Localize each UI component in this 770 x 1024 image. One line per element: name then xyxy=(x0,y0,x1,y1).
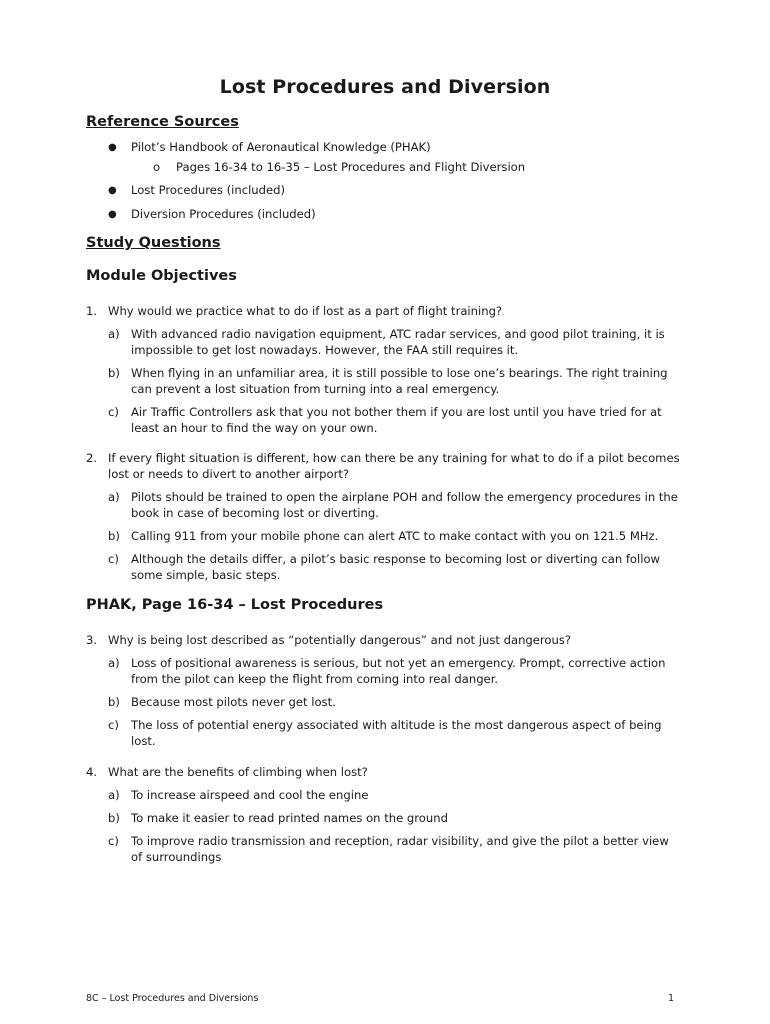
bullet-icon: ● xyxy=(108,209,117,220)
answer-letter: c) xyxy=(108,405,119,419)
reference-item: Pilot’s Handbook of Aeronautical Knowledge (PHAK) xyxy=(131,140,431,154)
answer-text: Because most pilots never get lost. xyxy=(131,695,336,709)
answer-letter: c) xyxy=(108,718,119,732)
answer-letter: b) xyxy=(108,695,120,709)
answer-text: lost. xyxy=(131,734,156,748)
question-text: Why would we practice what to do if lost as a part of flight training? xyxy=(108,304,503,318)
answer-text: impossible to get lost nowadays. However, the FAA still requires it. xyxy=(131,343,519,357)
study-questions-heading: Study Questions xyxy=(86,235,221,251)
answer-text: When flying in an unfamiliar area, it is still possible to lose one’s bearings. The right training xyxy=(131,366,668,380)
bullet-icon: ● xyxy=(108,185,117,196)
answer-text: To improve radio transmission and reception, radar visibility, and give the pilot a better view xyxy=(131,834,669,848)
answer-text: from the pilot can keep the flight from coming into real danger. xyxy=(131,672,499,686)
reference-sources-heading: Reference Sources xyxy=(86,114,239,130)
answer-letter: b) xyxy=(108,811,120,825)
footer-page-number: 1 xyxy=(668,993,675,1004)
answer-text: some simple, basic steps. xyxy=(131,568,281,582)
reference-item: Lost Procedures (included) xyxy=(131,183,286,197)
question-number: 2. xyxy=(86,451,98,465)
reference-item: Diversion Procedures (included) xyxy=(131,207,316,221)
answer-text: To increase airspeed and cool the engine xyxy=(131,788,369,802)
page-title: Lost Procedures and Diversion xyxy=(219,76,551,98)
answer-text: of surroundings xyxy=(131,850,222,864)
answer-letter: b) xyxy=(108,366,120,380)
answer-letter: a) xyxy=(108,788,120,802)
answer-letter: a) xyxy=(108,490,120,504)
reference-sub-item: Pages 16-34 to 16-35 – Lost Procedures and Flight Diversion xyxy=(176,160,526,174)
question-text: If every flight situation is different, how can there be any training for what to do if a pilot becomes xyxy=(108,451,680,465)
answer-text: Loss of positional awareness is serious, but not yet an emergency. Prompt, corrective action xyxy=(131,656,666,670)
answer-text: Air Traffic Controllers ask that you not bother them if you are lost until you have tried for at xyxy=(131,405,662,419)
answer-text: least an hour to find the way on your own. xyxy=(131,421,378,435)
answer-text: The loss of potential energy associated with altitude is the most dangerous aspect of being xyxy=(131,718,662,732)
question-number: 3. xyxy=(86,633,98,647)
question-number: 4. xyxy=(86,765,98,779)
question-number: 1. xyxy=(86,304,98,318)
question-text: What are the benefits of climbing when lost? xyxy=(108,765,368,779)
footer-document-label: 8C – Lost Procedures and Diversions xyxy=(86,993,259,1004)
module-objectives-heading: Module Objectives xyxy=(86,268,237,284)
answer-text: Calling 911 from your mobile phone can alert ATC to make contact with you on 121.5 MHz. xyxy=(131,529,659,543)
answer-text: Pilots should be trained to open the airplane POH and follow the emergency procedures in the xyxy=(131,490,678,504)
answer-text: Although the details differ, a pilot’s basic response to becoming lost or diverting can follow xyxy=(131,552,661,566)
sub-bullet-icon: o xyxy=(153,160,161,174)
answer-letter: c) xyxy=(108,834,119,848)
answer-text: book in case of becoming lost or diverting. xyxy=(131,506,379,520)
answer-text: With advanced radio navigation equipment, ATC radar services, and good pilot training, it is xyxy=(131,327,665,341)
answer-letter: a) xyxy=(108,656,120,670)
answer-text: can prevent a lost situation from turning into a real emergency. xyxy=(131,382,500,396)
answer-letter: c) xyxy=(108,552,119,566)
question-text: Why is being lost described as “potentially dangerous” and not just dangerous? xyxy=(108,633,572,647)
question-text: lost or needs to divert to another airport? xyxy=(108,467,350,481)
bullet-icon: ● xyxy=(108,142,117,153)
answer-letter: a) xyxy=(108,327,120,341)
phak-section-heading: PHAK, Page 16-34 – Lost Procedures xyxy=(86,597,384,613)
answer-text: To make it easier to read printed names on the ground xyxy=(131,811,448,825)
answer-letter: b) xyxy=(108,529,120,543)
